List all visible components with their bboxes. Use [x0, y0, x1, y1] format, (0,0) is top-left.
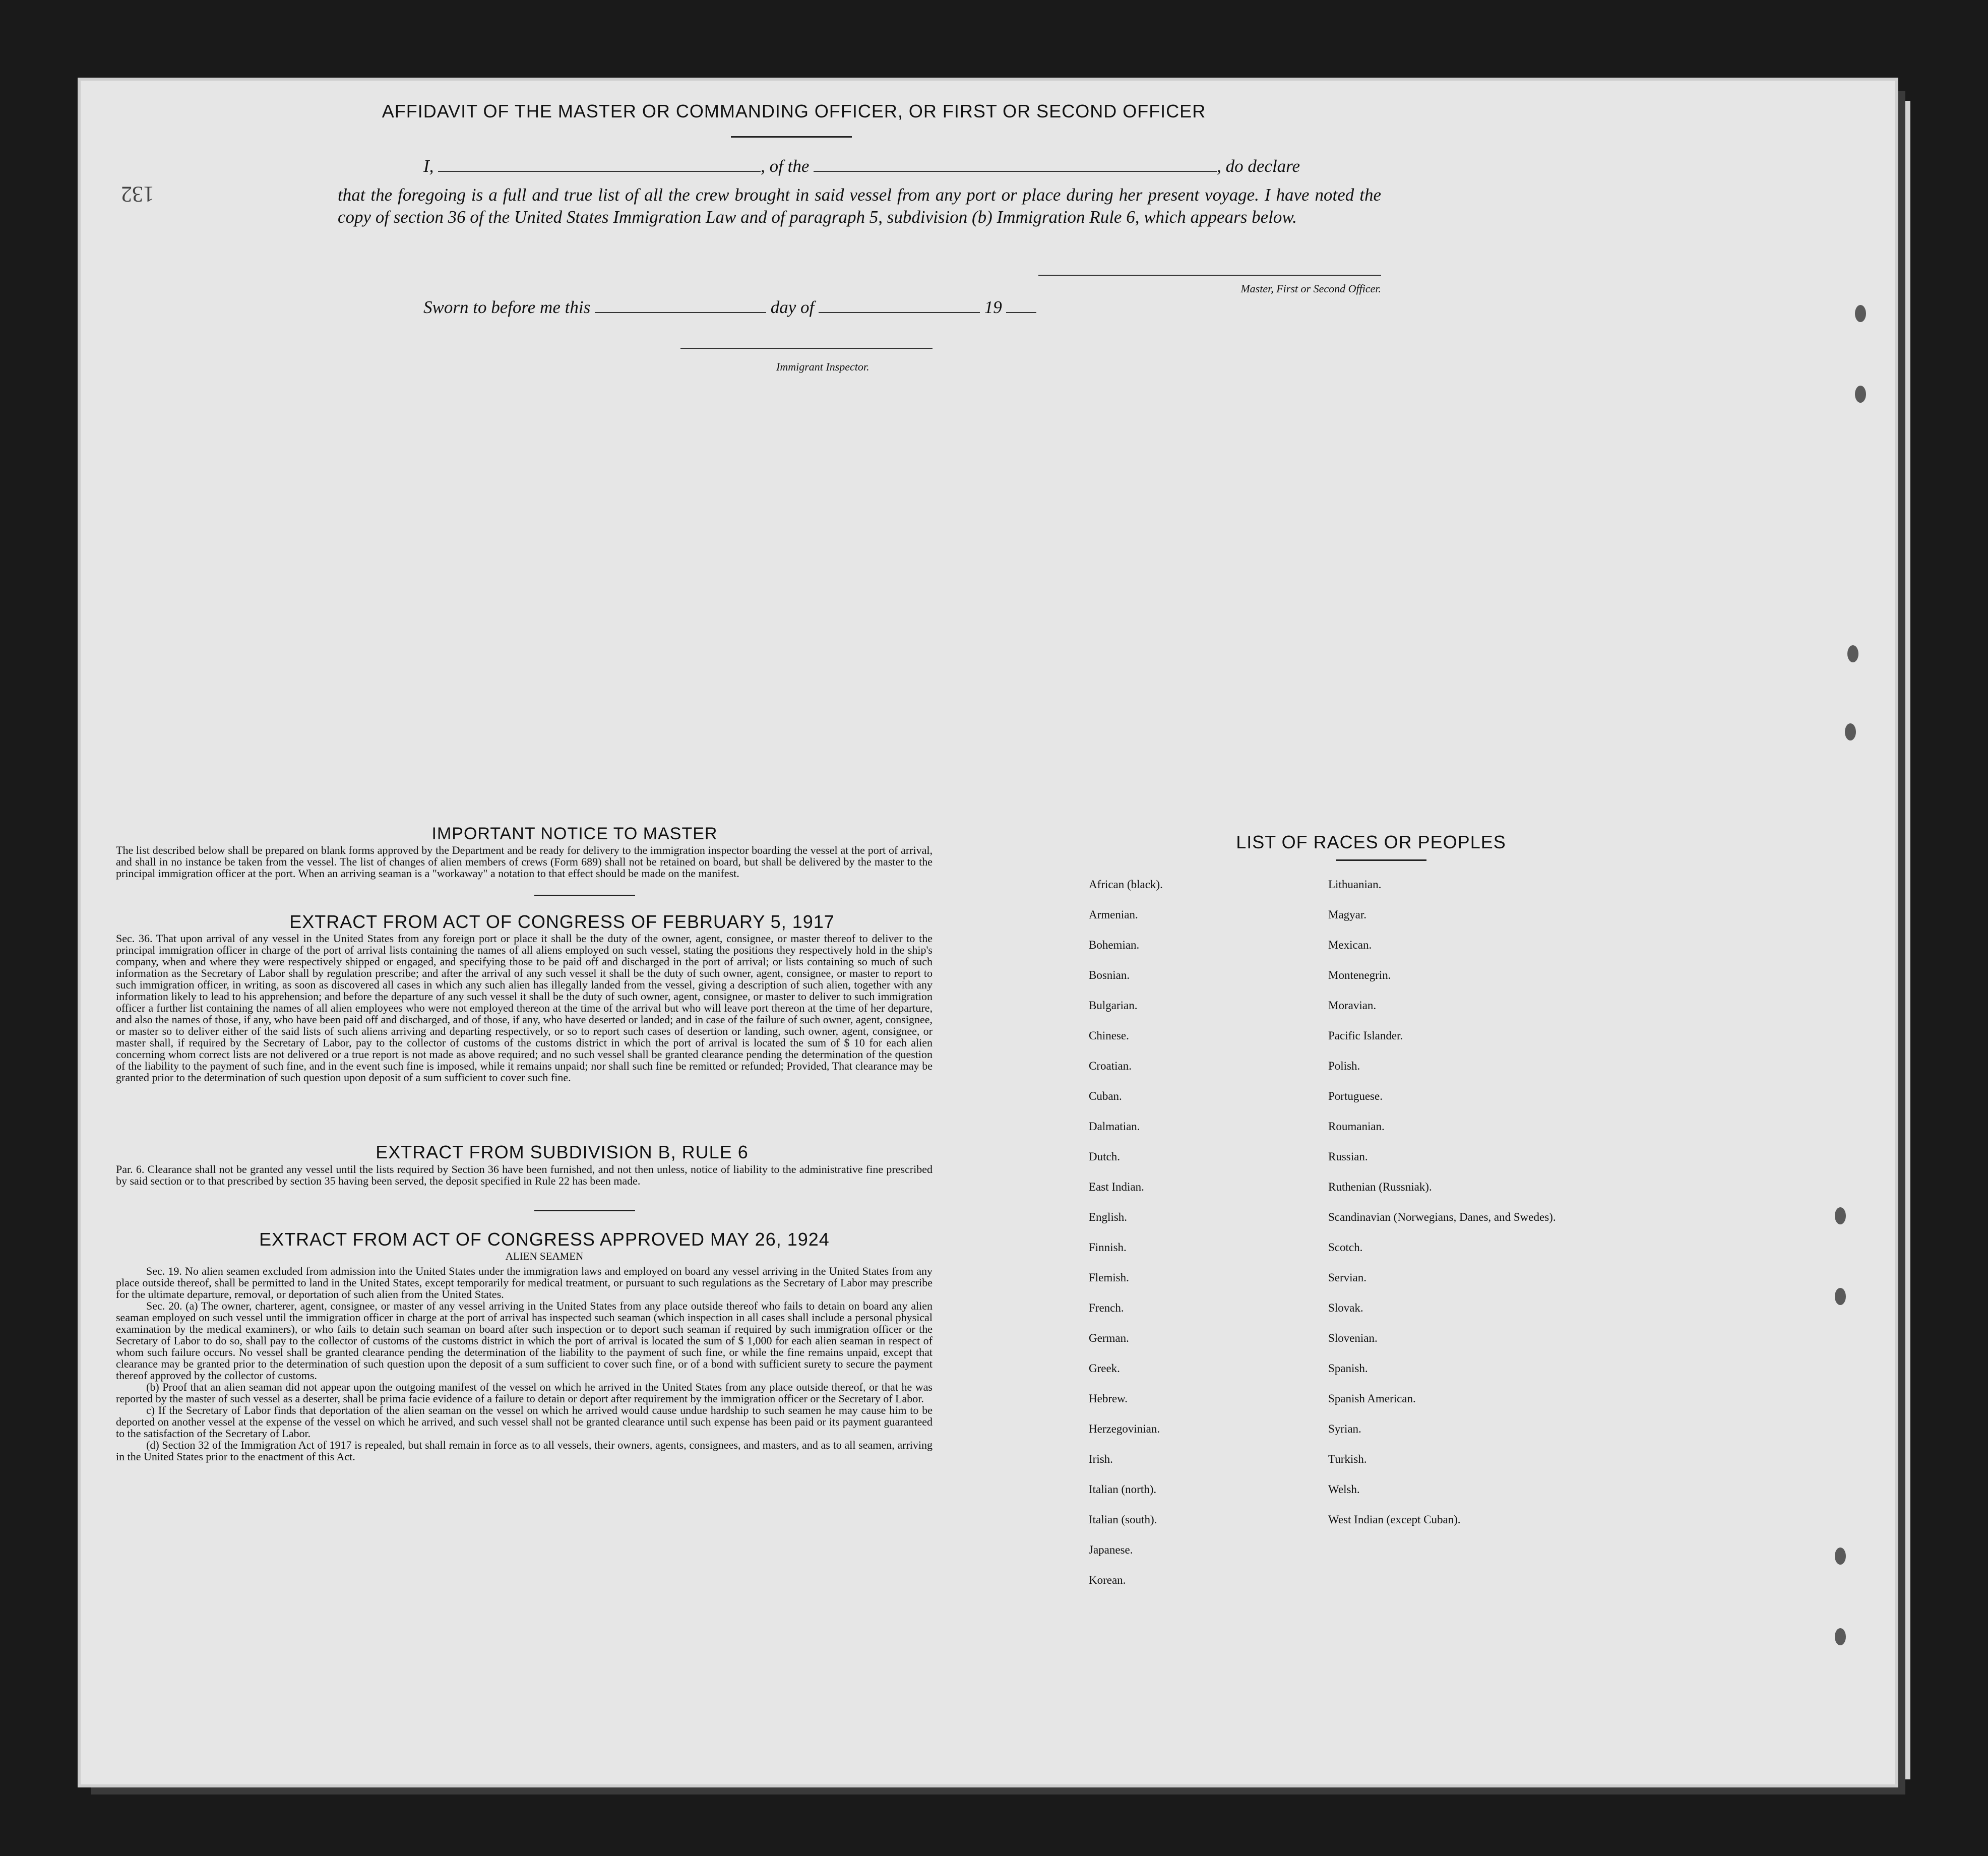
race-list-item: Welsh. — [1328, 1483, 1360, 1496]
binder-hole-icon — [1835, 1628, 1846, 1645]
vessel-name-blank[interactable] — [814, 171, 1217, 172]
race-list-item: Cuban. — [1089, 1090, 1122, 1102]
race-list-item: East Indian. — [1089, 1181, 1144, 1193]
sworn-day-blank[interactable] — [595, 312, 766, 313]
affidavit-i-label: I, — [423, 156, 434, 176]
binder-hole-icon — [1855, 305, 1866, 322]
race-list-item: West Indian (except Cuban). — [1328, 1513, 1461, 1526]
inspector-signature-blank[interactable] — [680, 348, 933, 349]
race-list-item: Pacific Islander. — [1328, 1029, 1403, 1042]
race-list-item: Montenegrin. — [1328, 969, 1391, 981]
inspector-signature-label: Immigrant Inspector. — [776, 360, 869, 373]
extract-1917-body: Sec. 36. That upon arrival of any vessel in the United States from any foreign port or place it shall be the duty of the owner, agent, consignee, or master thereof to deliver to the principal immigration officer in charge of the port of arrival lists containing the names of all aliens employed on such vessel, stating the positions they respectively hold in the ship's company, when and where they were respectively shipped or engaged, and specifying those to be paid off and discharged in the port of arrival; or lists containing so much of such information as the Secretary of Labor shall by regulation prescribe; and after the arrival of any such vessel it shall be the duty of such owner, agent, consignee, or master to report to such immigration officer, in writing, as soon as discovered all cases in which any such alien has illegally landed from the vessel, giving a description of such alien, together with any information likely to lead to his apprehension; and before the departure of any such vessel it shall be the duty of such owner, agent, consignee, or master to deliver to such immigration officer a further list containing the names of all alien employees who were not employed thereon at the time of the arrival but who will leave port thereon at the time of her departure, and also the names of those, if any, who have been paid off and discharged, and of those, if any, who have deserted or landed; and in case of the failure of such owner, agent, consignee, or master so to deliver either of the said lists of such aliens arriving and departing respectively, or so to report such cases of desertion or landing, such owner, agent, consignee, or master shall, if required by the Secretary of Labor, pay to the collector of customs of the customs district in which the port of arrival is located the sum of $ 10 for each alien concerning whom correct lists are not delivered or a true report is not made as above required; and no such vessel shall be granted clearance pending the determination of the question of the liability to the payment of such fine, and in the event such fine is imposed, while it remains unpaid; nor shall such fine be remitted or refunded; Provided, That clearance may be granted prior to the determination of such question upon deposit of a sum sufficient to cover such fine. — [116, 932, 933, 1084]
race-list-item: Flemish. — [1089, 1271, 1129, 1284]
notice-body: The list described below shall be prepared on blank forms approved by the Department and be ready for delivery to the immigration inspector boarding the vessel at the port of arrival, and shall in no instance be taken from the vessel. The list of changes of alien members of crews (Form 689) shall not be retained on board, but shall be delivered by the master to the principal immigration officer at the port. When an arriving seaman is a "workaway" a notation to that effect should be made on the manifest. — [116, 844, 933, 880]
races-title: LIST OF RACES OR PEOPLES — [1236, 832, 1506, 852]
extract-1924-title: EXTRACT FROM ACT OF CONGRESS APPROVED MAY 26, 1924 — [259, 1229, 830, 1250]
affidavit-declaration-line — [423, 156, 1381, 176]
extract-1924-body — [116, 1265, 933, 1462]
extract-1924-paragraph: (d) Section 32 of the Immigration Act of 1917 is repealed, but shall remain in force as to all vessels, their owners, agents, consignees, and masters, and as to all seamen, arriving in the United States prior to the enactment of this Act. — [116, 1439, 933, 1463]
race-list-item: Finnish. — [1089, 1241, 1127, 1254]
binder-hole-icon — [1835, 1288, 1846, 1305]
affidavit-do-declare-label: , do declare — [1217, 156, 1300, 176]
affidavit-of-the-label: , of the — [761, 156, 810, 176]
margin-number: 132 — [121, 182, 154, 207]
race-list-item: African (black). — [1089, 878, 1163, 891]
race-list-item: Italian (south). — [1089, 1513, 1157, 1526]
race-list-item: Lithuanian. — [1328, 878, 1382, 891]
affidavit-title: AFFIDAVIT OF THE MASTER OR COMMANDING OFFICER, OR FIRST OR SECOND OFFICER — [382, 101, 1206, 121]
race-list-item: Turkish. — [1328, 1453, 1367, 1465]
race-list-item: Scotch. — [1328, 1241, 1363, 1254]
race-list-item: Herzegovinian. — [1089, 1422, 1160, 1435]
race-list-item: Korean. — [1089, 1574, 1126, 1586]
section-divider — [534, 1210, 635, 1211]
race-list-item: French. — [1089, 1302, 1124, 1314]
race-list-item: Roumanian. — [1328, 1120, 1385, 1133]
sworn-line — [423, 297, 1179, 318]
binder-hole-icon — [1845, 723, 1856, 740]
race-list-item: Syrian. — [1328, 1422, 1361, 1435]
race-list-item: Dalmatian. — [1089, 1120, 1140, 1133]
race-list-item: Hebrew. — [1089, 1392, 1128, 1405]
race-list-item: Scandinavian (Norwegians, Danes, and Swedes). — [1328, 1211, 1556, 1223]
race-list-item: Croatian. — [1089, 1060, 1132, 1072]
race-list-item: Servian. — [1328, 1271, 1367, 1284]
master-signature-label: Master, First or Second Officer. — [1240, 282, 1381, 295]
race-list-item: Mexican. — [1328, 939, 1372, 951]
extract-1924-paragraph: c) If the Secretary of Labor finds that deportation of the alien seaman on the vessel on which he arrived would cause undue hardship to such seamen he may cause him to be deported on another vessel at the expense of the vessel on which he arrived, and such vessel shall not be granted clearance until such expense has been paid or its payment guaranteed to the satisfaction of the Secretary of Labor. — [116, 1404, 933, 1440]
extract-1924-paragraph: Sec. 19. No alien seamen excluded from admission into the United States under the immigration laws and employed on board any vessel arriving in the United States from any place outside thereof, shall be permitted to land in the United States, except temporarily for medical treatment, or pursuant to such regulations as the Secretary of Labor may prescribe for the ultimate departure, removal, or deportation of such alien from the United States. — [116, 1265, 933, 1301]
extract-1924-subtitle: ALIEN SEAMEN — [505, 1250, 584, 1262]
extract-1924-paragraph: Sec. 20. (a) The owner, charterer, agent, consignee, or master of any vessel arriving in the United States from any place outside thereof who fails to detain on board any alien seaman employed on such vessel until the immigration officer in charge at the port of arrival has inspected such seaman (which inspection in all cases shall include a personal physical examination by the medical examiners), or who fails to detain such seaman on board after such inspection or to deport such seaman if required by such immigration officer or the Secretary of Labor to do so, shall pay to the collector of customs of the customs district in which the port of arrival is located the sum of $ 1,000 for each alien seaman in respect of whom such failure occurs. No vessel shall be granted clearance pending the determination of the liability to the payment of such fine, or while the fine remains unpaid, except that clearance may be granted prior to the determination of such question upon the deposit of a sum sufficient to cover such fine, or of a bond with sufficient surety to secure the payment thereof approved by the collector of customs. — [116, 1300, 933, 1382]
race-list-item: Polish. — [1328, 1060, 1360, 1072]
master-signature-blank[interactable] — [1038, 275, 1381, 276]
race-list-item: Ruthenian (Russniak). — [1328, 1181, 1432, 1193]
race-list-item: Japanese. — [1089, 1543, 1133, 1556]
race-list-item: English. — [1089, 1211, 1128, 1223]
extract-1924-paragraph: (b) Proof that an alien seaman did not appear upon the outgoing manifest of the vessel on which he arrived in the United States from any place outside thereof, or that he was reported by the master of such vessel as a deserter, shall be prima facie evidence of a failure to detain or deport after requirement by the immigration officer or the Secretary of Labor. — [116, 1381, 933, 1405]
section-divider — [534, 895, 635, 896]
extract-1917-title: EXTRACT FROM ACT OF CONGRESS OF FEBRUARY 5, 1917 — [289, 911, 835, 932]
sworn-year-label: 19 — [984, 297, 1002, 317]
sworn-year-blank[interactable] — [1006, 312, 1036, 313]
officer-name-blank[interactable] — [438, 171, 761, 172]
affidavit-body: that the foregoing is a full and true list of all the crew brought in said vessel from any port or place during her present voyage. I have noted the copy of section 36 of the United States Immigration Law and of paragraph 5, subdivision (b) Immigration Rule 6, which appears below. — [338, 185, 1381, 227]
race-list-item: Chinese. — [1089, 1029, 1129, 1042]
binder-hole-icon — [1835, 1548, 1846, 1565]
race-list-item: Slovenian. — [1328, 1332, 1378, 1344]
race-list-item: Bulgarian. — [1089, 999, 1138, 1012]
sworn-prefix: Sworn to before me this — [423, 297, 591, 317]
race-list-item: Armenian. — [1089, 908, 1138, 921]
race-list-item: Bosnian. — [1089, 969, 1130, 981]
binder-hole-icon — [1847, 645, 1858, 662]
race-list-item: Dutch. — [1089, 1150, 1120, 1163]
race-list-item: Slovak. — [1328, 1302, 1363, 1314]
race-list-item: Italian (north). — [1089, 1483, 1157, 1496]
extract-rule6-body: Par. 6. Clearance shall not be granted any vessel until the lists required by Section 36 have been furnished, and not then unless, notice of liability to the administrative fine prescribed by said section or to that prescribed by section 35 having been served, the deposit specified in Rule 22 has been made. — [116, 1163, 933, 1187]
affidavit-title-rule — [731, 136, 852, 138]
race-list-item: Spanish. — [1328, 1362, 1368, 1375]
race-list-item: Irish. — [1089, 1453, 1113, 1465]
races-right-column — [1328, 877, 1570, 1542]
races-title-rule — [1336, 859, 1426, 861]
race-list-item: Portuguese. — [1328, 1090, 1383, 1102]
races-left-column — [1089, 877, 1331, 1603]
extract-rule6-title: EXTRACT FROM SUBDIVISION B, RULE 6 — [376, 1142, 749, 1162]
race-list-item: Magyar. — [1328, 908, 1367, 921]
race-list-item: Moravian. — [1328, 999, 1377, 1012]
race-list-item: Russian. — [1328, 1150, 1368, 1163]
race-list-item: Spanish American. — [1328, 1392, 1416, 1405]
race-list-item: German. — [1089, 1332, 1129, 1344]
notice-title: IMPORTANT NOTICE TO MASTER — [431, 824, 718, 843]
race-list-item: Bohemian. — [1089, 939, 1140, 951]
sworn-month-blank[interactable] — [819, 312, 980, 313]
sworn-day-label: day of — [770, 297, 815, 317]
binder-hole-icon — [1835, 1207, 1846, 1224]
binder-hole-icon — [1855, 386, 1866, 403]
race-list-item: Greek. — [1089, 1362, 1120, 1375]
